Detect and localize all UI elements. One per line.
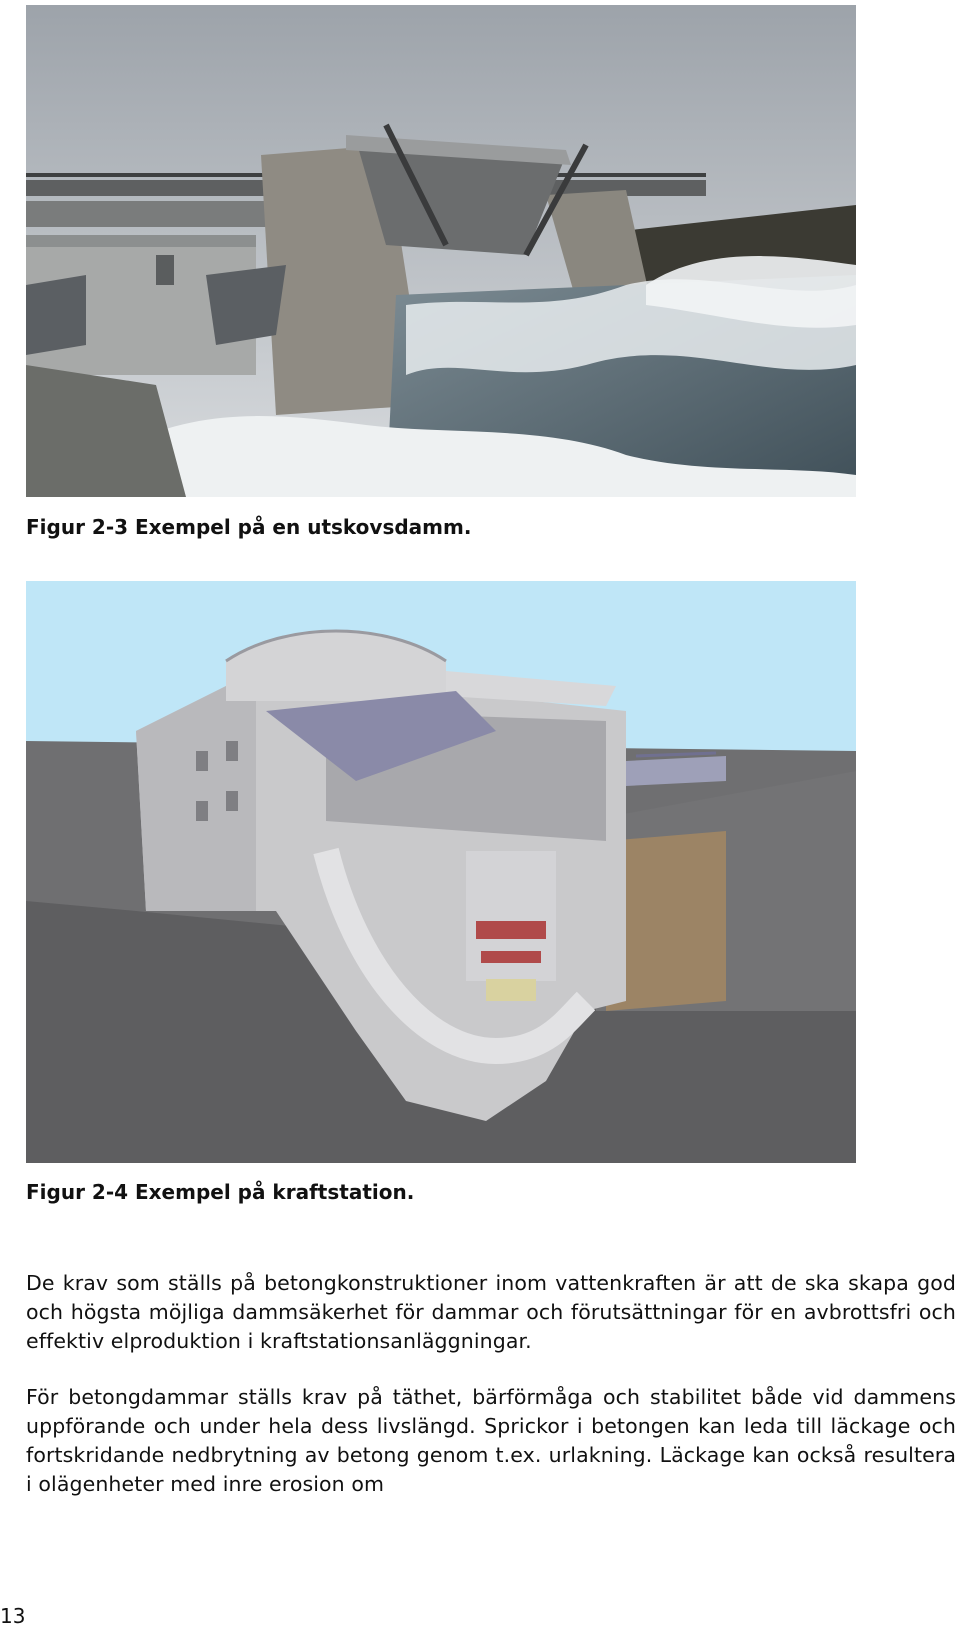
figure-caption-2-4: Figur 2-4 Exempel på kraftstation. xyxy=(26,1180,415,1204)
figure-power-station-illustration xyxy=(26,581,856,1163)
page-number: 13 xyxy=(0,1604,26,1628)
figure-caption-2-3: Figur 2-3 Exempel på en utskovsdamm. xyxy=(26,515,472,539)
body-paragraph-2: För betongdammar ställs krav på täthet, bärförmåga och stabilitet både vid dammens uppförande och under hela dess livslängd. Sprickor i betongen kan leda till läckage och fortskridande nedbrytning av betong genom t.ex. urlakning. Läckage kan också resultera i olägenheter med inre erosion om xyxy=(26,1384,956,1496)
figure-spillway-dam-photo xyxy=(26,5,856,497)
body-paragraph-1: De krav som ställs på betongkonstruktioner inom vattenkraften är att de ska skapa god och högsta möjliga dammsäkerhet för dammar och förutsättningar för en avbrottsfri och effektiv elproduktion i kraftstationsanläggningar. xyxy=(26,1270,956,1353)
